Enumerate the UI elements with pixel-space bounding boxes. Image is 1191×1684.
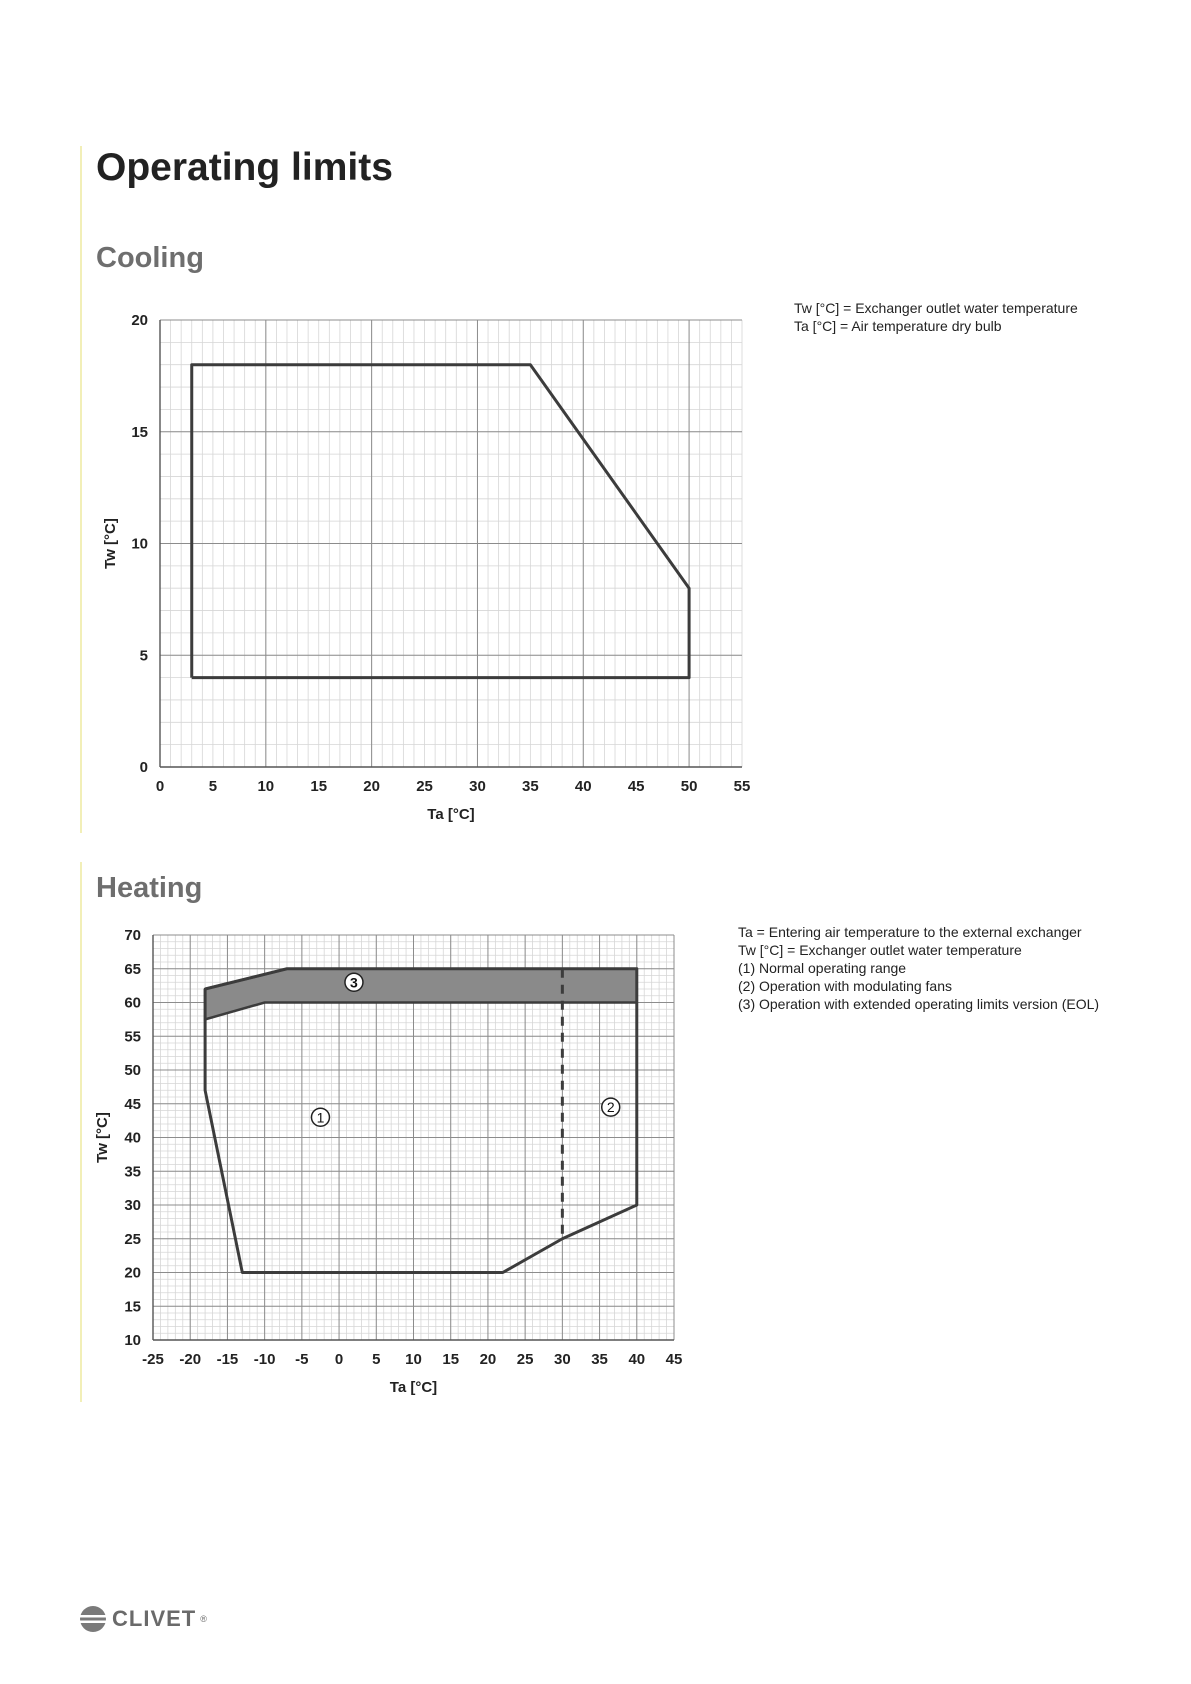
heating-chart: [0, 925, 720, 1395]
x-tick-label: 15: [310, 778, 328, 795]
y-tick-label: 20: [131, 312, 148, 329]
y-tick-label: 15: [131, 423, 148, 441]
y-tick-label: 30: [124, 1197, 141, 1214]
cooling-chart: [0, 300, 800, 830]
x-tick-label: 35: [591, 1351, 608, 1368]
x-tick-label: -5: [295, 1351, 309, 1368]
y-tick-label: 55: [124, 1028, 141, 1046]
x-tick-label: 40: [574, 778, 592, 795]
y-tick-label: 45: [124, 1095, 141, 1113]
y-tick-label: 15: [124, 1298, 141, 1316]
y-tick-label: 5: [139, 647, 148, 665]
x-tick-label: 5: [372, 1351, 381, 1368]
y-tick-label: 10: [124, 1332, 141, 1349]
y-tick-label: 35: [124, 1163, 141, 1181]
x-tick-label: 0: [155, 778, 165, 795]
x-tick-label: -10: [253, 1351, 276, 1368]
y-tick-label: 40: [124, 1129, 141, 1147]
y-axis-label: Tw [°C]: [94, 1112, 111, 1163]
y-tick-label: 65: [124, 960, 141, 978]
x-tick-label: 10: [405, 1351, 422, 1368]
x-tick-label: 30: [469, 778, 486, 795]
cooling-legend-line: Tw [°C] = Exchanger outlet water temperature: [794, 300, 1078, 316]
heating-legend-line: (3) Operation with extended operating limits version (EOL): [738, 996, 1100, 1012]
heating-legend-line: (1) Normal operating range: [738, 960, 907, 976]
x-tick-label: 45: [627, 778, 645, 795]
cooling-section-title: Cooling: [96, 242, 204, 274]
x-tick-label: 0: [334, 1351, 344, 1368]
x-axis-label: Ta [°C]: [427, 806, 475, 823]
x-tick-label: 20: [363, 778, 380, 795]
y-tick-label: 70: [124, 927, 141, 944]
x-tick-label: 25: [416, 778, 433, 795]
page-title: Operating limits: [96, 146, 393, 189]
region-marker-label: 2: [606, 1099, 615, 1116]
x-axis-label: Ta [°C]: [389, 1379, 438, 1396]
x-tick-label: 55: [733, 778, 751, 795]
x-tick-label: -15: [216, 1351, 239, 1368]
clivet-logo-icon: [78, 1604, 108, 1634]
x-tick-label: 40: [628, 1351, 646, 1368]
y-tick-label: 10: [131, 535, 148, 553]
x-tick-label: 15: [442, 1351, 460, 1368]
region-marker-label: 1: [316, 1109, 325, 1126]
x-tick-label: 30: [554, 1351, 571, 1368]
cooling-legend: [794, 299, 1078, 335]
x-tick-label: -25: [142, 1351, 164, 1368]
clivet-logo-text: CLIVET: [112, 1606, 197, 1631]
y-tick-label: 50: [124, 1062, 141, 1079]
x-tick-label: 45: [665, 1351, 683, 1368]
x-tick-label: 10: [257, 778, 275, 795]
x-tick-label: 25: [516, 1351, 534, 1368]
x-tick-label: 5: [208, 778, 218, 795]
registered-mark: ®: [200, 1614, 207, 1624]
region-marker-label: 3: [350, 974, 358, 991]
heating-legend-line: Ta = Entering air temperature to the external exchanger: [738, 924, 1082, 940]
x-tick-label: 20: [479, 1351, 497, 1368]
cooling-legend-line: Ta [°C] = Air temperature dry bulb: [794, 318, 1002, 334]
y-tick-label: 20: [124, 1264, 141, 1282]
y-tick-label: 60: [124, 994, 141, 1012]
x-tick-label: -20: [179, 1351, 202, 1368]
heating-section-title: Heating: [96, 872, 203, 904]
x-tick-label: 50: [680, 778, 698, 795]
y-tick-label: 25: [124, 1230, 141, 1248]
x-tick-label: 35: [522, 778, 539, 795]
clivet-logo: [78, 1604, 207, 1634]
y-axis-label: Tw [°C]: [102, 518, 119, 569]
y-tick-label: 0: [139, 759, 148, 776]
heating-legend-line: Tw [°C] = Exchanger outlet water temperature: [738, 942, 1022, 958]
heating-legend: [738, 923, 1099, 1013]
heating-legend-line: (2) Operation with modulating fans: [738, 978, 952, 994]
